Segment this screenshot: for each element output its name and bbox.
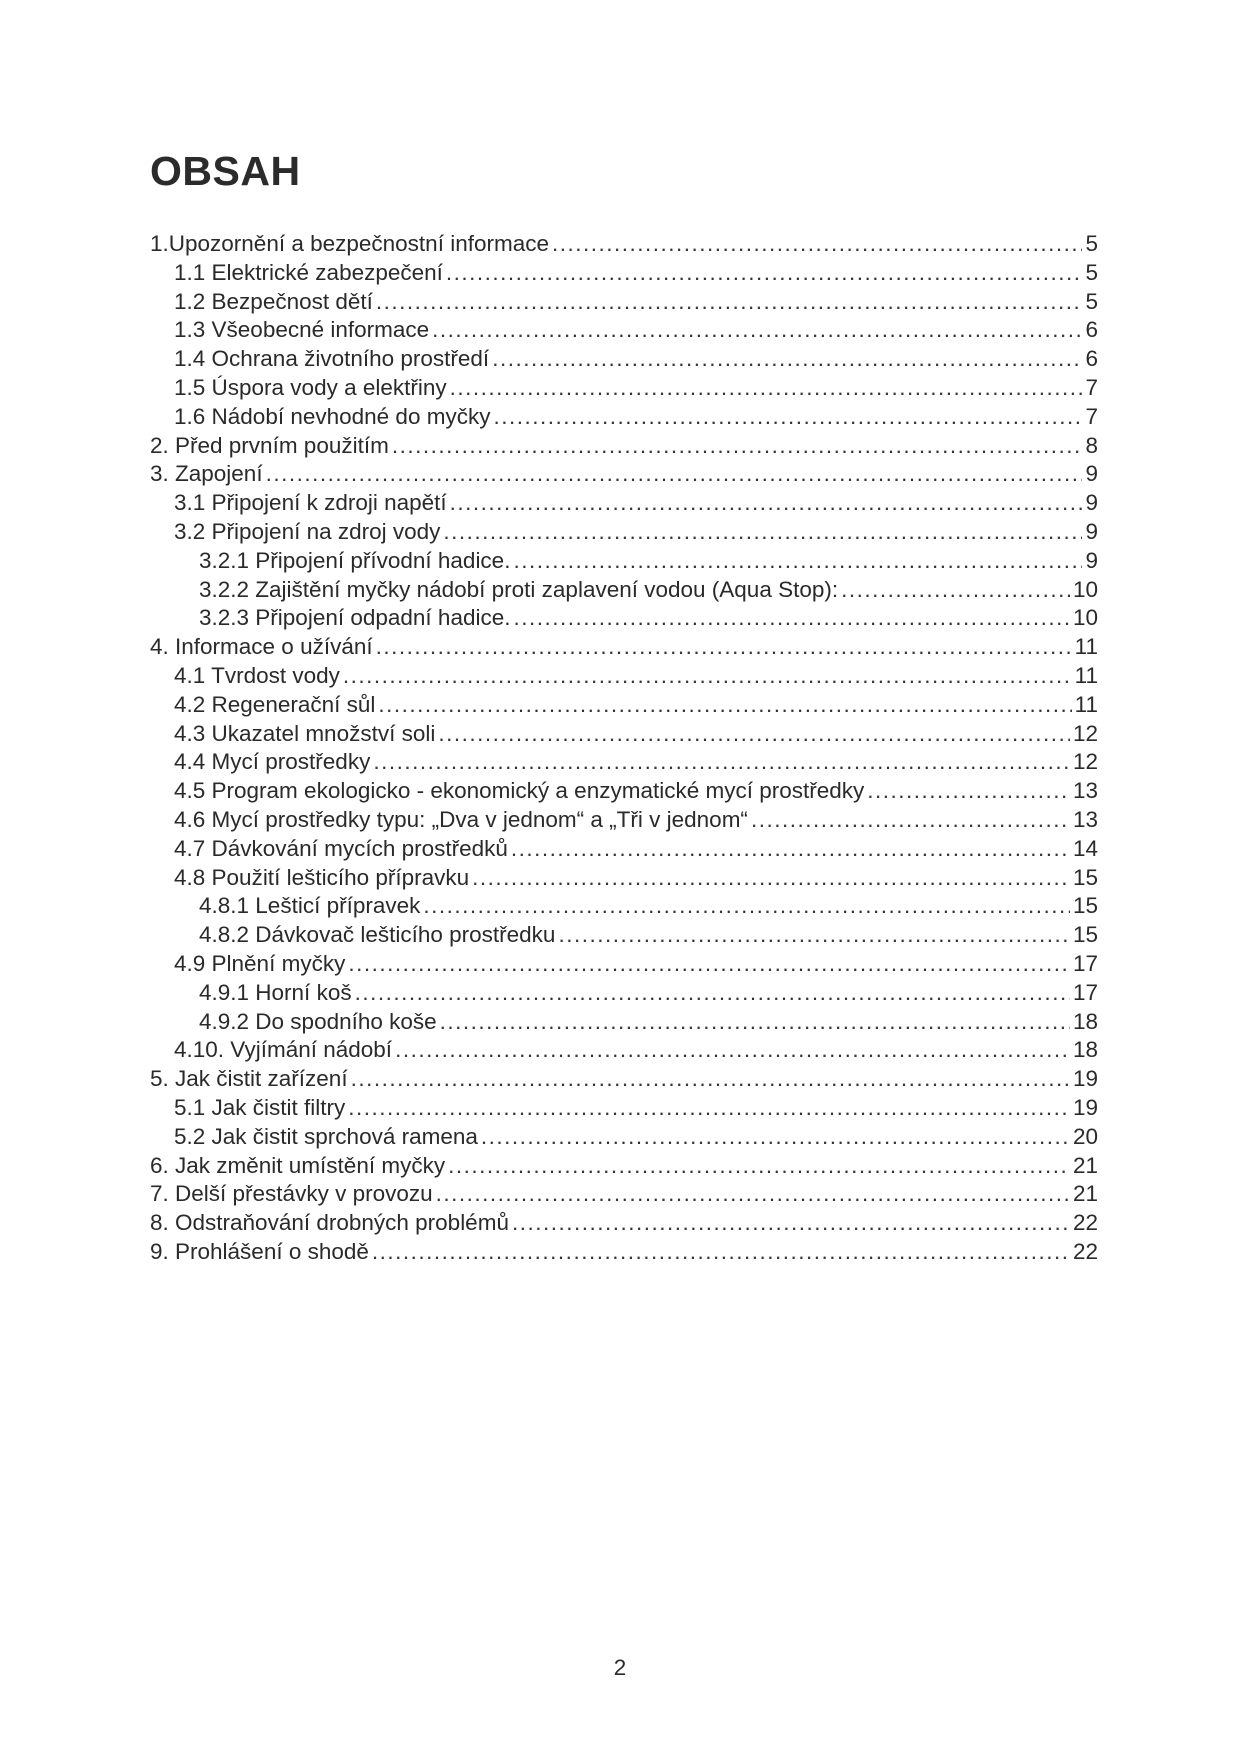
toc-entry[interactable] (150, 345, 1098, 374)
toc-entry[interactable] (150, 633, 1098, 662)
toc-entry-page: 5 (1085, 231, 1098, 256)
toc-entry-page: 9 (1085, 490, 1098, 516)
toc-entry-label: 4.4 Mycí prostředky (174, 749, 371, 775)
toc-entry[interactable] (150, 460, 1098, 489)
toc-entry-page: 5 (1085, 288, 1098, 314)
toc-entry[interactable] (150, 662, 1098, 691)
toc-entry[interactable] (150, 806, 1098, 835)
toc-entry[interactable] (150, 720, 1098, 749)
toc-dot-leader (423, 892, 1070, 921)
toc-entry-page: 9 (1085, 518, 1098, 544)
toc-entry-page: 10 (1072, 605, 1098, 631)
toc-entry-label: 3.1 Připojení k zdroji napětí (174, 490, 447, 516)
toc-entry-label: 1.6 Nádobí nevhodné do myčky (174, 403, 491, 429)
toc-dot-leader (432, 316, 1082, 345)
toc-entry-label: 3.2.2 Zajištění myčky nádobí proti zaplavení vodou (Aqua Stop): (199, 576, 839, 602)
toc-entry-page: 6 (1085, 346, 1098, 372)
toc-dot-leader (395, 1036, 1070, 1065)
toc-entry-label: 4.9.2 Do spodního koše (199, 1008, 437, 1034)
toc-dot-leader (512, 1209, 1070, 1238)
toc-dot-leader (841, 576, 1070, 605)
toc-dot-leader (511, 835, 1070, 864)
toc-entry[interactable] (150, 921, 1098, 950)
toc-dot-leader (348, 950, 1070, 979)
toc-entry-page: 15 (1072, 922, 1098, 948)
toc-entry-page: 22 (1072, 1238, 1098, 1264)
toc-dot-leader (552, 230, 1082, 259)
toc-dot-leader (867, 777, 1070, 806)
toc-entry-label: 4.6 Mycí prostředky typu: „Dva v jednom“ a „Tři v jednom“ (174, 806, 748, 832)
toc-entry-page: 20 (1072, 1123, 1098, 1149)
toc-entry-page: 17 (1072, 979, 1098, 1005)
toc-entry[interactable] (150, 403, 1098, 432)
toc-entry-label: 1.3 Všeobecné informace (174, 317, 430, 343)
toc-entry[interactable] (150, 1152, 1098, 1181)
toc-entry[interactable] (150, 576, 1098, 605)
toc-dot-leader (443, 518, 1082, 547)
toc-entry-label: 4.9 Plnění myčky (174, 950, 346, 976)
toc-dot-leader (558, 921, 1070, 950)
toc-entry-label: 1.2 Bezpečnost dětí (174, 288, 373, 314)
toc-dot-leader (376, 288, 1083, 317)
toc-entry-label: 4.1 Tvrdost vody (174, 662, 340, 688)
toc-entry[interactable] (150, 892, 1098, 921)
toc-entry-label: 5.2 Jak čistit sprchová ramena (174, 1123, 478, 1149)
toc-entry-page: 12 (1072, 720, 1098, 746)
toc-entry-label: 1.1 Elektrické zabezpečení (174, 259, 443, 285)
toc-entry-page: 18 (1072, 1008, 1098, 1034)
toc-dot-leader (376, 633, 1072, 662)
toc-entry-page: 22 (1072, 1210, 1098, 1236)
toc-entry-page: 19 (1072, 1066, 1098, 1092)
toc-entry[interactable] (150, 1008, 1098, 1037)
toc-dot-leader (343, 662, 1072, 691)
toc-entry-page: 19 (1072, 1094, 1098, 1120)
toc-entry[interactable] (150, 518, 1098, 547)
toc-entry-label: 4.3 Ukazatel množství soli (174, 720, 436, 746)
toc-entry[interactable] (150, 1036, 1098, 1065)
toc-entry-label: 4.8.1 Lešticí přípravek (199, 893, 421, 919)
toc-entry[interactable] (150, 374, 1098, 403)
toc-entry-page: 8 (1085, 432, 1098, 458)
toc-entry-label: 5.1 Jak čistit filtry (174, 1094, 346, 1120)
toc-dot-leader (348, 1094, 1070, 1123)
toc-entry-page: 9 (1085, 461, 1098, 487)
toc-entry[interactable] (150, 1094, 1098, 1123)
toc-entry-page: 15 (1072, 893, 1098, 919)
toc-entry-label: 4.5 Program ekologicko - ekonomický a enzymatické mycí prostředky (174, 778, 865, 804)
toc-dot-leader (513, 547, 1082, 576)
toc-dot-leader (351, 1065, 1070, 1094)
toc-entry-page: 12 (1072, 749, 1098, 775)
toc-entry-label: 3.2 Připojení na zdroj vody (174, 518, 441, 544)
toc-entry[interactable] (150, 288, 1098, 317)
toc-entry-label: 1.4 Ochrana životního prostředí (174, 346, 490, 372)
toc-entry[interactable] (150, 259, 1098, 288)
toc-entry-page: 7 (1085, 403, 1098, 429)
toc-dot-leader (492, 345, 1082, 374)
toc-entry[interactable] (150, 950, 1098, 979)
toc-entry-label: 4.8 Použití lešticího přípravku (174, 864, 470, 890)
toc-dot-leader (481, 1123, 1070, 1152)
toc-entry-page: 9 (1085, 547, 1098, 573)
toc-entry-label: 4. Informace o užívání (150, 634, 373, 660)
toc-entry-label: 9. Prohlášení o shodě (150, 1238, 369, 1264)
toc-entry[interactable] (150, 691, 1098, 720)
toc-dot-leader (751, 806, 1070, 835)
toc-entry-label: 4.9.1 Horní koš (199, 979, 352, 1005)
toc-entry[interactable] (150, 979, 1098, 1008)
toc-entry[interactable] (150, 1123, 1098, 1152)
toc-entry[interactable] (150, 1180, 1098, 1209)
toc-dot-leader (448, 1152, 1070, 1181)
toc-entry-label: 4.2 Regenerační sůl (174, 691, 376, 717)
toc-entry[interactable] (150, 748, 1098, 777)
toc-entry[interactable] (150, 835, 1098, 864)
toc-dot-leader (378, 691, 1071, 720)
toc-dot-leader (373, 748, 1070, 777)
page-title: OBSAH (150, 148, 301, 194)
toc-entry[interactable] (150, 1065, 1098, 1094)
toc-entry-page: 21 (1072, 1152, 1098, 1178)
toc-entry-label: 8. Odstraňování drobných problémů (150, 1210, 509, 1236)
toc-entry[interactable] (150, 1209, 1098, 1238)
toc-entry-page: 13 (1072, 806, 1098, 832)
toc-dot-leader (436, 1180, 1070, 1209)
toc-entry-page: 15 (1072, 864, 1098, 890)
toc-entry-label: 3.2.1 Připojení přívodní hadice. (199, 547, 511, 573)
toc-entry-page: 11 (1074, 634, 1098, 660)
toc-entry[interactable] (150, 489, 1098, 518)
toc-dot-leader (392, 432, 1083, 461)
toc-dot-leader (450, 374, 1083, 403)
table-of-contents (150, 230, 1098, 1267)
toc-entry[interactable] (150, 230, 1098, 259)
toc-entry-label: 3.2.3 Připojení odpadní hadice. (199, 605, 511, 631)
toc-entry-label: 4.8.2 Dávkovač lešticího prostředku (199, 922, 556, 948)
toc-entry-page: 6 (1085, 317, 1098, 343)
toc-entry-page: 10 (1072, 576, 1098, 602)
toc-dot-leader (372, 1238, 1070, 1267)
toc-entry-label: 6. Jak změnit umístění myčky (150, 1152, 446, 1178)
toc-entry[interactable] (150, 316, 1098, 345)
toc-entry-label: 7. Delší přestávky v provozu (150, 1181, 433, 1207)
toc-entry-page: 11 (1074, 691, 1098, 717)
toc-entry-page: 11 (1074, 662, 1098, 688)
toc-entry-page: 7 (1085, 374, 1098, 400)
toc-dot-leader (513, 604, 1069, 633)
toc-entry-label: 5. Jak čistit zařízení (150, 1066, 348, 1092)
toc-dot-leader (493, 403, 1082, 432)
toc-entry-page: 18 (1072, 1037, 1098, 1063)
toc-entry-page: 21 (1072, 1181, 1098, 1207)
toc-entry-label: 4.10. Vyjímání nádobí (174, 1037, 393, 1063)
toc-entry-page: 13 (1072, 778, 1098, 804)
toc-entry-label: 2. Před prvním použitím (150, 432, 389, 458)
toc-entry-page: 14 (1072, 835, 1098, 861)
toc-entry[interactable] (150, 547, 1098, 576)
toc-entry[interactable] (150, 604, 1098, 633)
toc-entry-label: 1.Upozornění a bezpečnostní informace (150, 231, 549, 256)
toc-entry-label: 3. Zapojení (150, 461, 263, 487)
toc-entry[interactable] (150, 777, 1098, 806)
toc-dot-leader (266, 460, 1083, 489)
toc-entry-page: 5 (1085, 259, 1098, 285)
toc-dot-leader (472, 864, 1070, 893)
toc-entry[interactable] (150, 432, 1098, 461)
toc-entry[interactable] (150, 864, 1098, 893)
toc-entry-page: 17 (1072, 950, 1098, 976)
page-number: 2 (613, 1655, 627, 1680)
toc-dot-leader (450, 489, 1083, 518)
toc-dot-leader (446, 259, 1083, 288)
toc-dot-leader (355, 979, 1070, 1008)
toc-entry[interactable] (150, 1238, 1098, 1267)
toc-dot-leader (438, 720, 1070, 749)
toc-entry-label: 1.5 Úspora vody a elektřiny (174, 374, 447, 400)
toc-entry-label: 4.7 Dávkování mycích prostředků (174, 835, 508, 861)
toc-dot-leader (440, 1008, 1070, 1037)
